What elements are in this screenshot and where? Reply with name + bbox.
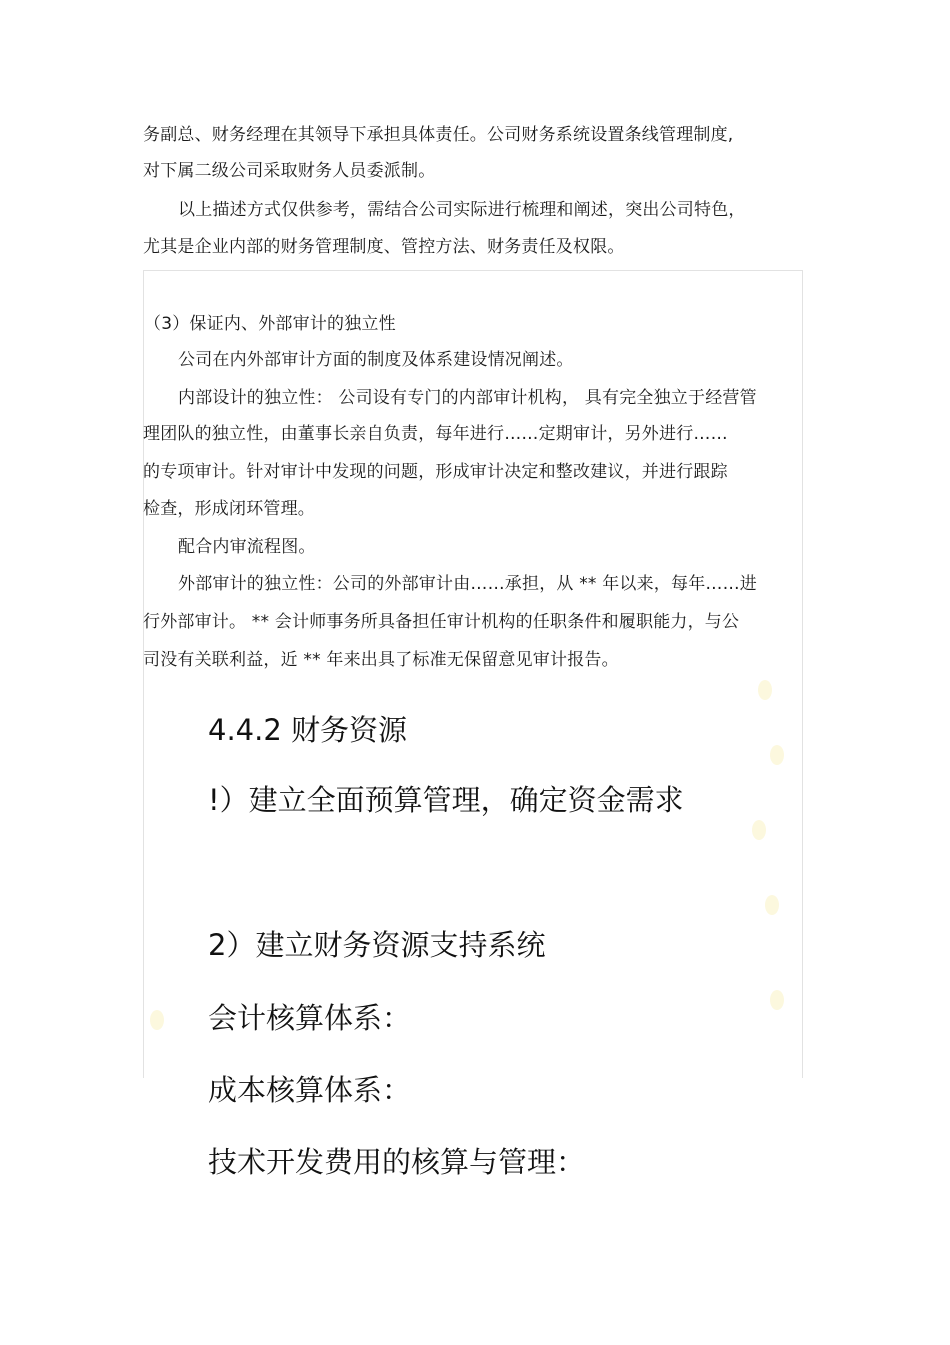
decorative-speck <box>770 990 784 1010</box>
paragraph-line-4: 尤其是企业内部的财务管理制度、管控方法、财务责任及权限。 <box>143 237 625 257</box>
audit-line-8: 行外部审计。 ** 会计师事务所具备担任审计机构的任职条件和履职能力，与公 <box>143 612 740 632</box>
paragraph-line-3: 以上描述方式仅供参考，需结合公司实际进行梳理和阐述，突出公司特色， <box>178 200 746 220</box>
audit-line-4: 的专项审计。针对审计中发现的问题，形成审计决定和整改建议，并进行跟踪 <box>143 462 728 482</box>
audit-line-9: 司没有关联利益，近 ** 年来出具了标准无保留意见审计报告。 <box>143 650 619 670</box>
finance-sub-item-cost: 成本核算体系： <box>208 1073 412 1107</box>
finance-item-2: 2）建立财务资源支持系统 <box>208 928 546 962</box>
audit-line-1: 公司在内外部审计方面的制度及体系建设情况阐述。 <box>178 350 574 370</box>
paragraph-line-2: 对下属二级公司采取财务人员委派制。 <box>143 161 436 181</box>
decorative-speck <box>752 820 766 840</box>
finance-sub-item-rnd: 技术开发费用的核算与管理： <box>208 1145 586 1179</box>
decorative-speck <box>758 680 772 700</box>
finance-item-1: !）建立全面预算管理，确定资金需求 <box>208 783 684 817</box>
audit-line-6: 配合内审流程图。 <box>178 537 316 557</box>
decorative-speck <box>770 745 784 765</box>
audit-line-3: 理团队的独立性，由董事长亲自负责，每年进行……定期审计，另外进行…… <box>143 424 728 444</box>
audit-section-title: （3）保证内、外部审计的独立性 <box>144 314 396 334</box>
audit-line-5: 检查，形成闭环管理。 <box>143 499 315 519</box>
audit-line-2: 内部设计的独立性： 公司设有专门的内部审计机构， 具有完全独立于经营管 <box>178 388 757 408</box>
decorative-speck <box>765 895 779 915</box>
finance-sub-item-accounting: 会计核算体系： <box>208 1001 412 1035</box>
paragraph-line-1: 务副总、财务经理在其领导下承担具体责任。公司财务系统设置条线管理制度, <box>143 125 734 145</box>
finance-heading: 4.4.2 财务资源 <box>208 713 408 747</box>
audit-line-7: 外部审计的独立性：公司的外部审计由……承担，从 ** 年以来，每年……进 <box>178 574 758 594</box>
decorative-speck <box>150 1010 164 1030</box>
